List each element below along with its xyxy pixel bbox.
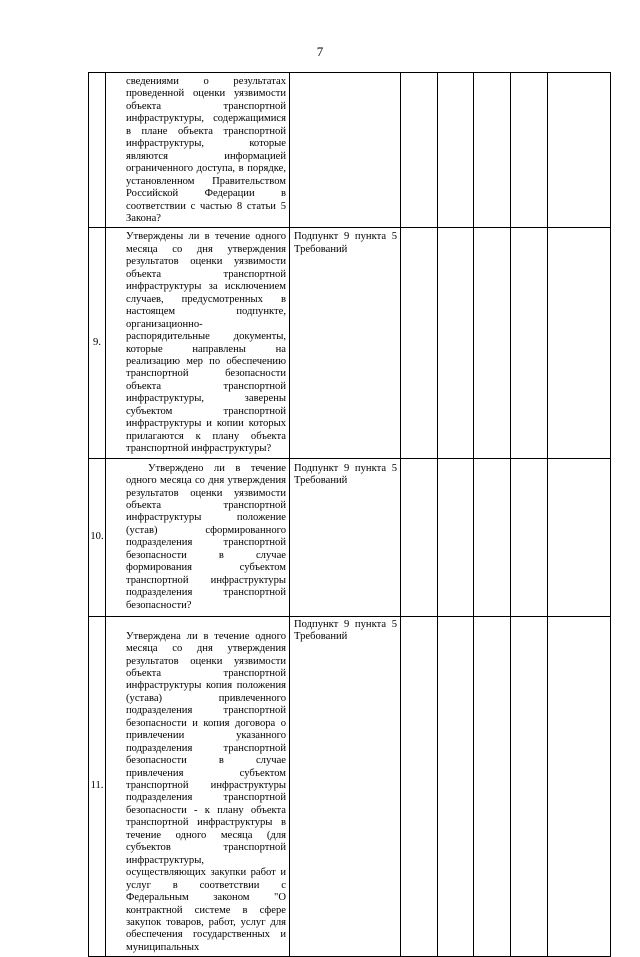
answer-cell — [438, 228, 474, 458]
table-row — [89, 616, 611, 957]
answer-cell — [474, 228, 511, 458]
checklist-table — [88, 72, 611, 957]
answer-cell — [401, 458, 438, 616]
notes-cell — [548, 458, 611, 616]
question-cell: Утверждены ли в течение одного месяца со дня утверждения результатов оценки уязвимости объекта транспортной инфраструктуры за исключением случаев, предусмотренных в настоящем подпункте, организационно-распорядительные документы, которые направлены на реализацию мер по обеспечению транспортной безопасности объекта транспортной инфраструктуры, заверены субъектом транспортной инфраструктуры и копии которых прилагаются к плану объекта транспортной инфраструктуры? — [106, 228, 290, 458]
answer-cell — [438, 616, 474, 957]
answer-cell — [511, 458, 548, 616]
notes-cell — [548, 228, 611, 458]
notes-cell — [548, 616, 611, 957]
reference-cell: Подпункт 9 пункта 5 Требований — [290, 228, 401, 458]
row-number: 11. — [89, 616, 106, 957]
answer-cell — [401, 73, 438, 228]
answer-cell — [401, 616, 438, 957]
question-cell: Утверждена ли в течение одного месяца со дня утверждения результатов оценки уязвимости объекта транспортной инфраструктуры копия положения (устава) привлеченного подразделения транспортной безопасности и копия договора о привлечении указанного подразделения транспортной безопасности в случае привлечения субъектом транспортной инфраструктуры подразделения транспортной безопасности - к плану объекта транспортной инфраструктуры в течение одного месяца (для субъектов транспортной инфраструктуры, осуществляющих закупки работ и услуг в соответствии с Федеральным законом "О контрактной системе в сфере закупок товаров, работ, услуг для обеспечения государственных и муниципальных — [106, 616, 290, 957]
answer-cell — [401, 228, 438, 458]
row-number: 9. — [89, 228, 106, 458]
row-number: 10. — [89, 458, 106, 616]
page-number: 7 — [316, 44, 324, 59]
answer-cell — [474, 73, 511, 228]
reference-cell: Подпункт 9 пункта 5 Требований — [290, 458, 401, 616]
answer-cell — [474, 616, 511, 957]
reference-cell: Подпункт 9 пункта 5 Требований — [290, 616, 401, 957]
question-cell: Утверждено ли в течение одного месяца со дня утверждения результатов оценки уязвимости объекта транспортной инфраструктуры положение (устав) сформированного подразделения транспортной безопасности в случае формирования субъектом транспортной инфраструктуры подразделения транспортной безопасности? — [106, 458, 290, 616]
table-row — [89, 458, 611, 616]
answer-cell — [511, 228, 548, 458]
question-cell: сведениями о результатах проведенной оценки уязвимости объекта транспортной инфраструктуры, содержащимися в плане объекта транспортной инфраструктуры, которые являются информацией ограниченного доступа, в порядке, установленном Правительством Российской Федерации в соответствии с частью 8 статьи 5 Закона? — [106, 73, 290, 228]
reference-cell — [290, 73, 401, 228]
answer-cell — [438, 458, 474, 616]
answer-cell — [511, 616, 548, 957]
answer-cell — [474, 458, 511, 616]
answer-cell — [511, 73, 548, 228]
table-row — [89, 228, 611, 458]
answer-cell — [438, 73, 474, 228]
table-row — [89, 73, 611, 228]
row-number — [89, 73, 106, 228]
notes-cell — [548, 73, 611, 228]
